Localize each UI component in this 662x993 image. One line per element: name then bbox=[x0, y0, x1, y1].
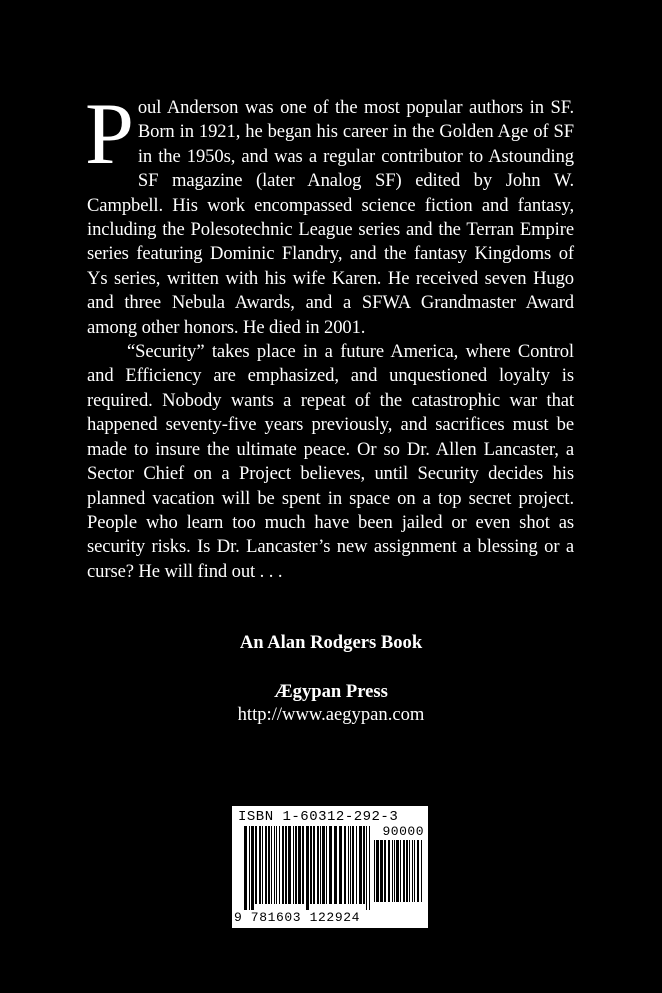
barcode-bar bbox=[279, 826, 280, 904]
barcode-bar bbox=[363, 826, 365, 904]
synopsis-paragraph: “Security” takes place in a future America, where Control and Efficiency are emphasized, and unquestioned loyalty is required. Nobody wants a repeat of the catastrophic war that happened seventy-five years previously, and sacrifices must be made to insure the ultimate peace. Or so Dr. Allen Lancaster, a Sector Chief on a Project believes, until Security decides his planned vacation will be spent in space on a top secret project. People who learn too much have been jailed or even shot as security risks. Is Dr. Lancaster’s new assignment a blessing or a curse? He will find out . . . bbox=[87, 341, 574, 582]
barcode-bar bbox=[329, 826, 332, 904]
drop-cap: P bbox=[85, 86, 134, 183]
barcode-bar bbox=[352, 826, 354, 904]
barcode-bar bbox=[274, 826, 275, 904]
barcode-bar bbox=[320, 826, 321, 904]
barcode-bar bbox=[417, 840, 419, 902]
author-bio-text: oul Anderson was one of the most popular authors in SF. Born in 1921, he began his career in the Golden Age of SF in the 1950s, and was a regular contributor to Astounding SF magazine (later Analog SF) edited by John W. Campbell. His work encompassed science fiction and fantasy, including the Polesotechnic League series and the Terran Empire series featuring Dominic Flandry, and the fantasy Kingdoms of Ys series, written with his wife Karen. He received seven Hugo and three Nebula Awards, and a SFWA Grandmaster Award among other honors. He died in 2001. bbox=[87, 97, 574, 338]
barcode-digits: 9 781603 122924 bbox=[234, 910, 361, 925]
isbn-label: ISBN 1-60312-292-3 bbox=[238, 809, 399, 825]
book-series-line: An Alan Rodgers Book bbox=[239, 632, 423, 653]
barcode-bar bbox=[268, 826, 270, 904]
barcode-bar bbox=[339, 826, 342, 904]
price-addon-bars bbox=[374, 840, 424, 912]
back-cover-blurb bbox=[85, 86, 574, 584]
barcode-bar bbox=[400, 840, 401, 902]
barcode-bar bbox=[285, 826, 287, 904]
publisher-name: Ægypan Press bbox=[274, 681, 388, 702]
barcode-bar bbox=[409, 840, 410, 902]
barcode-bar bbox=[350, 826, 351, 904]
barcode-bar bbox=[255, 826, 257, 904]
barcode-bar bbox=[380, 840, 383, 902]
barcode-bar bbox=[295, 826, 297, 904]
barcode-bar bbox=[317, 826, 319, 904]
barcode-bar bbox=[322, 826, 325, 904]
barcode-bar bbox=[251, 826, 254, 910]
barcode-bar bbox=[392, 840, 393, 902]
barcode-bar bbox=[366, 826, 367, 910]
barcode-bar bbox=[259, 826, 261, 904]
barcode-bar bbox=[396, 840, 399, 902]
barcode-bar bbox=[288, 826, 291, 904]
barcode-bar bbox=[344, 826, 346, 904]
barcode-bar bbox=[282, 826, 284, 904]
barcode-bar bbox=[403, 840, 405, 902]
barcode-bar bbox=[310, 826, 312, 904]
barcode-bar bbox=[313, 826, 315, 904]
barcode-bar bbox=[394, 840, 395, 902]
barcode-bar bbox=[348, 826, 349, 904]
barcode-bar bbox=[374, 840, 375, 902]
barcode-bars bbox=[244, 826, 372, 912]
barcode-bar bbox=[414, 840, 415, 902]
price-code-label: 90000 bbox=[382, 824, 424, 839]
barcode-bar bbox=[384, 840, 386, 902]
barcode-bar bbox=[265, 826, 267, 904]
barcode-bar bbox=[262, 826, 263, 904]
barcode-bar bbox=[293, 826, 294, 904]
isbn-barcode bbox=[232, 806, 428, 928]
barcode-bar bbox=[306, 826, 309, 910]
barcode-bar bbox=[298, 826, 301, 904]
barcode-bar bbox=[302, 826, 304, 904]
barcode-bar bbox=[334, 826, 337, 904]
barcode-bar bbox=[276, 826, 277, 904]
barcode-bar bbox=[326, 826, 327, 904]
barcode-bar bbox=[376, 840, 379, 902]
barcode-bar bbox=[249, 826, 250, 910]
publisher-url: http://www.aegypan.com bbox=[237, 704, 425, 725]
barcode-bar bbox=[388, 840, 390, 902]
barcode-bar bbox=[356, 826, 357, 904]
author-bio-paragraph bbox=[85, 86, 574, 340]
barcode-bar bbox=[406, 840, 408, 902]
barcode-bar bbox=[421, 840, 422, 902]
barcode-bar bbox=[359, 826, 362, 904]
barcode-bar bbox=[244, 826, 247, 910]
barcode-bar bbox=[271, 826, 272, 904]
barcode-bar bbox=[412, 840, 413, 902]
barcode-bar bbox=[369, 826, 370, 910]
